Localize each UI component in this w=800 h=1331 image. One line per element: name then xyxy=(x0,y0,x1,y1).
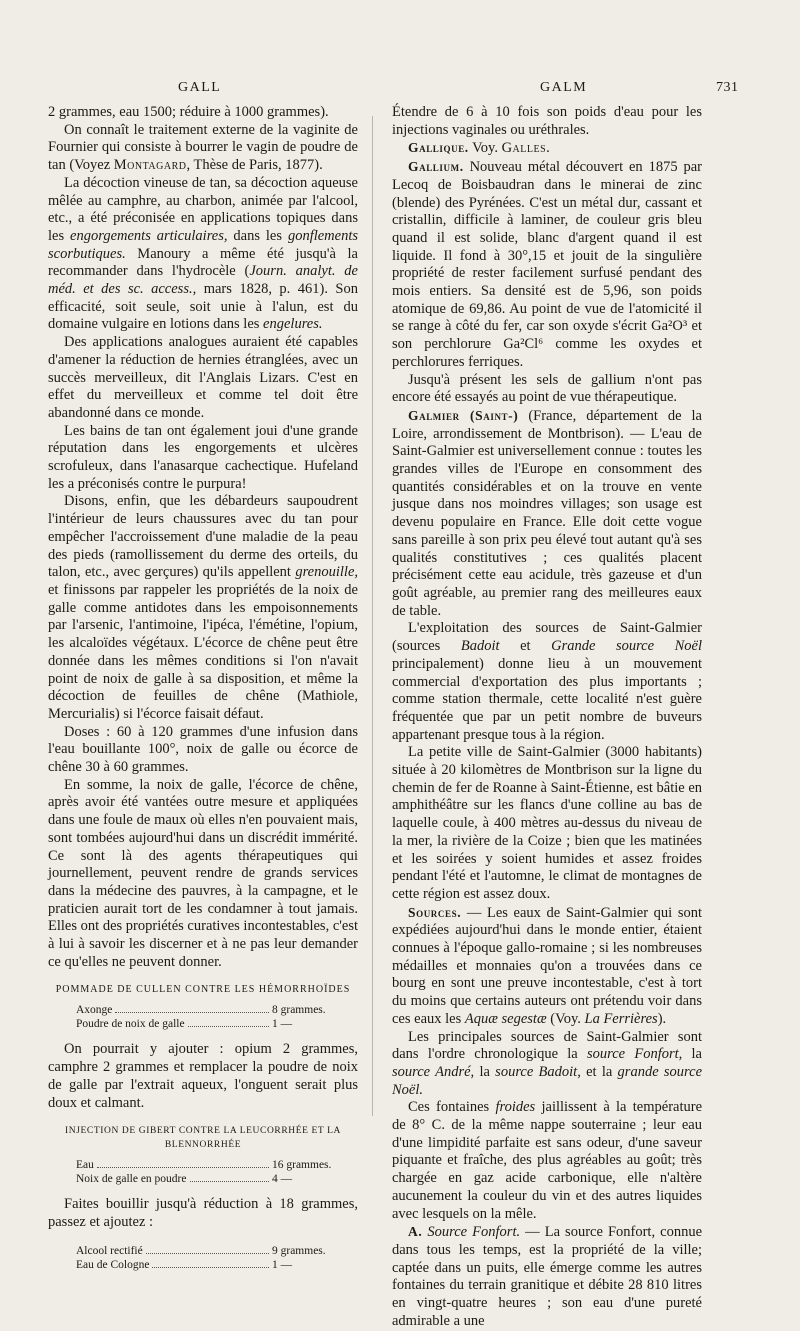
headword: Galmier (Saint-) xyxy=(408,407,519,423)
formula-row: Eau 16 grammes. xyxy=(76,1159,332,1172)
right-column xyxy=(392,104,702,1331)
headword: Gallium. xyxy=(408,159,464,175)
entry-gallique: Gallique. Voy. Galles. xyxy=(408,140,551,157)
paragraph: Faites bouillir jusqu'à réduction à 18 grammes, passez et ajoutez : xyxy=(48,1196,358,1230)
paragraph: 2 grammes, eau 1500; réduire à 1000 grammes). xyxy=(48,104,329,120)
page-number: 731 xyxy=(716,80,739,95)
running-head-left: GALL xyxy=(178,80,222,95)
paragraph: Des applications analogues auraient été capables d'amener la réduction de hernies étranglées, avec un succès merveilleux, dit l'Anglais Lizars. C'est en effet du merveilleux et comme tel doit être abandonné dans ce monde. xyxy=(48,334,358,421)
formula-injection-gibert xyxy=(48,1124,358,1186)
formula-row: Noix de galle en poudre 4 — xyxy=(76,1173,293,1186)
paragraph: Les bains de tan ont également joui d'une grande réputation dans les engorgements et ulcères scrofuleux, dans l'anasarque cachectique. Hufeland les a préconisés contre le purpura! xyxy=(48,422,358,492)
paragraph: En somme, la noix de galle, l'écorce de chêne, après avoir été vantées outre mesure et appliquées dans une foule de maux où elles n'en pouvaient mais, sont tombées aujourd'hui dans un discrédit immérité. Ce sont là des agents thérapeutiques qui journellement, peuvent rendre de grands services dans la médecine des pauvres, à la campagne, et le praticien aurait tort de les condamner à tout jamais. Elles ont des propriétés curatives incontestables, c'est à lui à savoir les discerner et à ne pas leur demander ce qu'elles ne peuvent donner. xyxy=(48,776,358,970)
paragraph: On pourrait y ajouter : opium 2 grammes, camphre 2 grammes et remplacer la poudre de noix de galle par l'extrait aqueux, l'onguent serait plus doux et calmant. xyxy=(48,1041,358,1111)
paragraph: Ces fontaines froides jaillissent à la température de 8° C. de la même nappe souterraine ; leur eau d'une limpidité parfaite est sans odeur, d'une saveur piquante et fraîche, des plus agréables au goût; très chargée en gaz acide carbonique, elle n'altère aucunement la couleur du vin et des autres liquides avec lesquels on la mêle. xyxy=(392,1099,703,1222)
paragraph: Jusqu'à présent les sels de gallium n'ont pas encore été essayés au point de vue thérapeutique. xyxy=(392,371,702,406)
paragraph: Doses : 60 à 120 grammes d'une infusion dans l'eau bouillante 100°, noix de galle ou écorce de chêne 30 à 60 grammes. xyxy=(48,723,358,776)
subheading: Sources. xyxy=(408,904,462,920)
entry-gallium: Gallium. Nouveau métal découvert en 1875 par Lecoq de Boisbaudran dans le minerai de zinc (blende) des Pyrénées. C'est un métal dur, cassant et cristallin, difficile à laminer, de couleur gris bleu quand il est solide, blanc d'argent quand il est liquide. Il fond à 30°,15 et jouit de la singulière propriété de rester facilement surfusé pendant des mois entiers. Sa densité est de 5,96, son poids atomique de 69,86. Au point de vue de l'atomicité il se range à côté du fer, car son oxyde s'écrit Ga²O³ et son perchlorure Ga²Cl⁶ comme les oxydes et perchlorures ferriques. xyxy=(392,159,702,370)
paragraph: La petite ville de Saint-Galmier (3000 habitants) située à 20 kilomètres de Montbrison sur la ligne du chemin de fer de Roanne à Saint-Étienne, est bâtie en amphithéâtre sur les flancs d'une colline au bas de laquelle coule, à 400 mètres au-dessus du niveau de la mer, la rivière de la Coize ; bien que les matinées et les soirées y soient humides et assez froides pendant l'été et l'automne, le climat de montagnes de cette région est assez doux. xyxy=(392,744,703,902)
formula-title: POMMADE DE CULLEN CONTRE LES HÉMORRHOÏDES xyxy=(55,984,351,996)
subheading-title: Source Fonfort. xyxy=(427,1224,521,1241)
paragraph: On connaît le traitement externe de la vaginite de Fournier qui consiste à bourrer le vagin de poudre de tan (Voyez Montagard, Thèse de Paris, 1877). xyxy=(48,121,358,174)
left-column xyxy=(48,104,358,1282)
subsection-fonfort: A. Source Fonfort. — La source Fonfort, connue dans tous les temps, est la propriété de la ville; captée dans un puits, elle émerge comme les autres fontaines du terrain granitique et débite 28 810 litres en vingt-quatre heures ; son eau d'une pureté admirable a une xyxy=(392,1224,702,1329)
paragraph: Les principales sources de Saint-Galmier sont dans l'ordre chronologique la source Fonfort, la source André, la source Badoit, et la grande source Noël. xyxy=(392,1028,703,1098)
paragraph: L'exploitation des sources de Saint-Galmier (sources Badoit et Grande source Noël principalement) donne lieu à un mouvement commercial d'exportation des plus importants ; comme station thermale, cette localité n'est guère fréquentée que par un petit nombre de buveurs appartenant presque tous à la région. xyxy=(392,620,702,743)
formula-pommade-cullen xyxy=(48,983,358,1031)
formula-row: Eau de Cologne 1 — xyxy=(76,1258,293,1271)
paragraph: Disons, enfin, que les débardeurs saupoudrent l'intérieur de leurs chaussures avec du tan pour empêcher l'accroissement d'une maladie de la peau des pieds (ramollissement du derme des orteils, du talon, etc., avec gerçures) qu'ils appellent grenouille, et finissons par rappeler les propriétés de la noix de galle comme antidotes dans les empoisonnements par l'arsenic, l'antimoine, l'ipéca, l'émétine, l'opium, les alcaloïdes végétaux. L'écorce de chêne peut être donnée dans les mêmes conditions si l'on n'avait point de noix de galle à sa disposition, et même la décoction de feuilles de chêne (Mathiole, Mercurialis) si l'écorce faisait défaut. xyxy=(48,493,358,722)
paragraph: La décoction vineuse de tan, sa décoction aqueuse mêlée au camphre, au charbon, animée par l'alcool, etc., a été préconisée en applications topiques dans les engorgements articulaires, dans les gonflements scorbutiques. Manoury a même été jusqu'à la recommander dans l'hydrocèle (Journ. analyt. de méd. et des sc. access., mars 1828, p. 461). Son efficacité, soit seule, soit unie à l'alun, est du domaine vulgaire en lotions dans les engelures. xyxy=(48,174,359,333)
author-name: Montagard xyxy=(113,157,187,174)
running-head-center: GALM xyxy=(540,80,588,95)
formula-additions xyxy=(48,1244,358,1272)
subheading-letter: A. xyxy=(408,1224,423,1240)
formula-row: Alcool rectifié 9 grammes. xyxy=(76,1244,326,1257)
entry-galmier: Galmier (Saint-) (France, département de la Loire, arrondissement de Montbrison). — L'eau de Saint-Galmier est universellement connue : toutes les grandes villes de l'Europe en consomment des quantités considérables et on la trouve en vente jusque dans nos moindres villages; son usage est devenu populaire en France. Elle doit cette vogue sans pareille à son prix peu élevé tout autant qu'à ses qualités constitutives ; ces qualités placent précisément cette eau acidule, très gazeuse et d'un goût agréable, au premier rang des meilleures eaux de table. xyxy=(392,407,702,619)
headword: Gallique. xyxy=(408,140,469,156)
formula-row: Poudre de noix de galle 1 — xyxy=(76,1018,293,1031)
column-rule xyxy=(372,116,373,1116)
paragraph: Étendre de 6 à 10 fois son poids d'eau pour les injections vaginales ou uréthrales. xyxy=(392,104,702,138)
formula-title: INJECTION DE GIBERT CONTRE LA LEUCORRHÉE ET LA BLENNORRHÉE xyxy=(64,1126,342,1151)
subsection-sources: Sources. — Les eaux de Saint-Galmier qui sont expédiées aujourd'hui dans le monde entier, étaient connues à l'époque gallo-romaine ; si les nombreuses médailles et monnaies qu'on a trouvées dans ce bourg en sont une preuve incontestable, c'est à tort du moins que certains auteurs ont prétendu voir dans ces eaux les Aquæ segestæ (Voy. La Ferrières). xyxy=(392,904,702,1027)
formula-row: Axonge 8 grammes. xyxy=(76,1004,326,1017)
